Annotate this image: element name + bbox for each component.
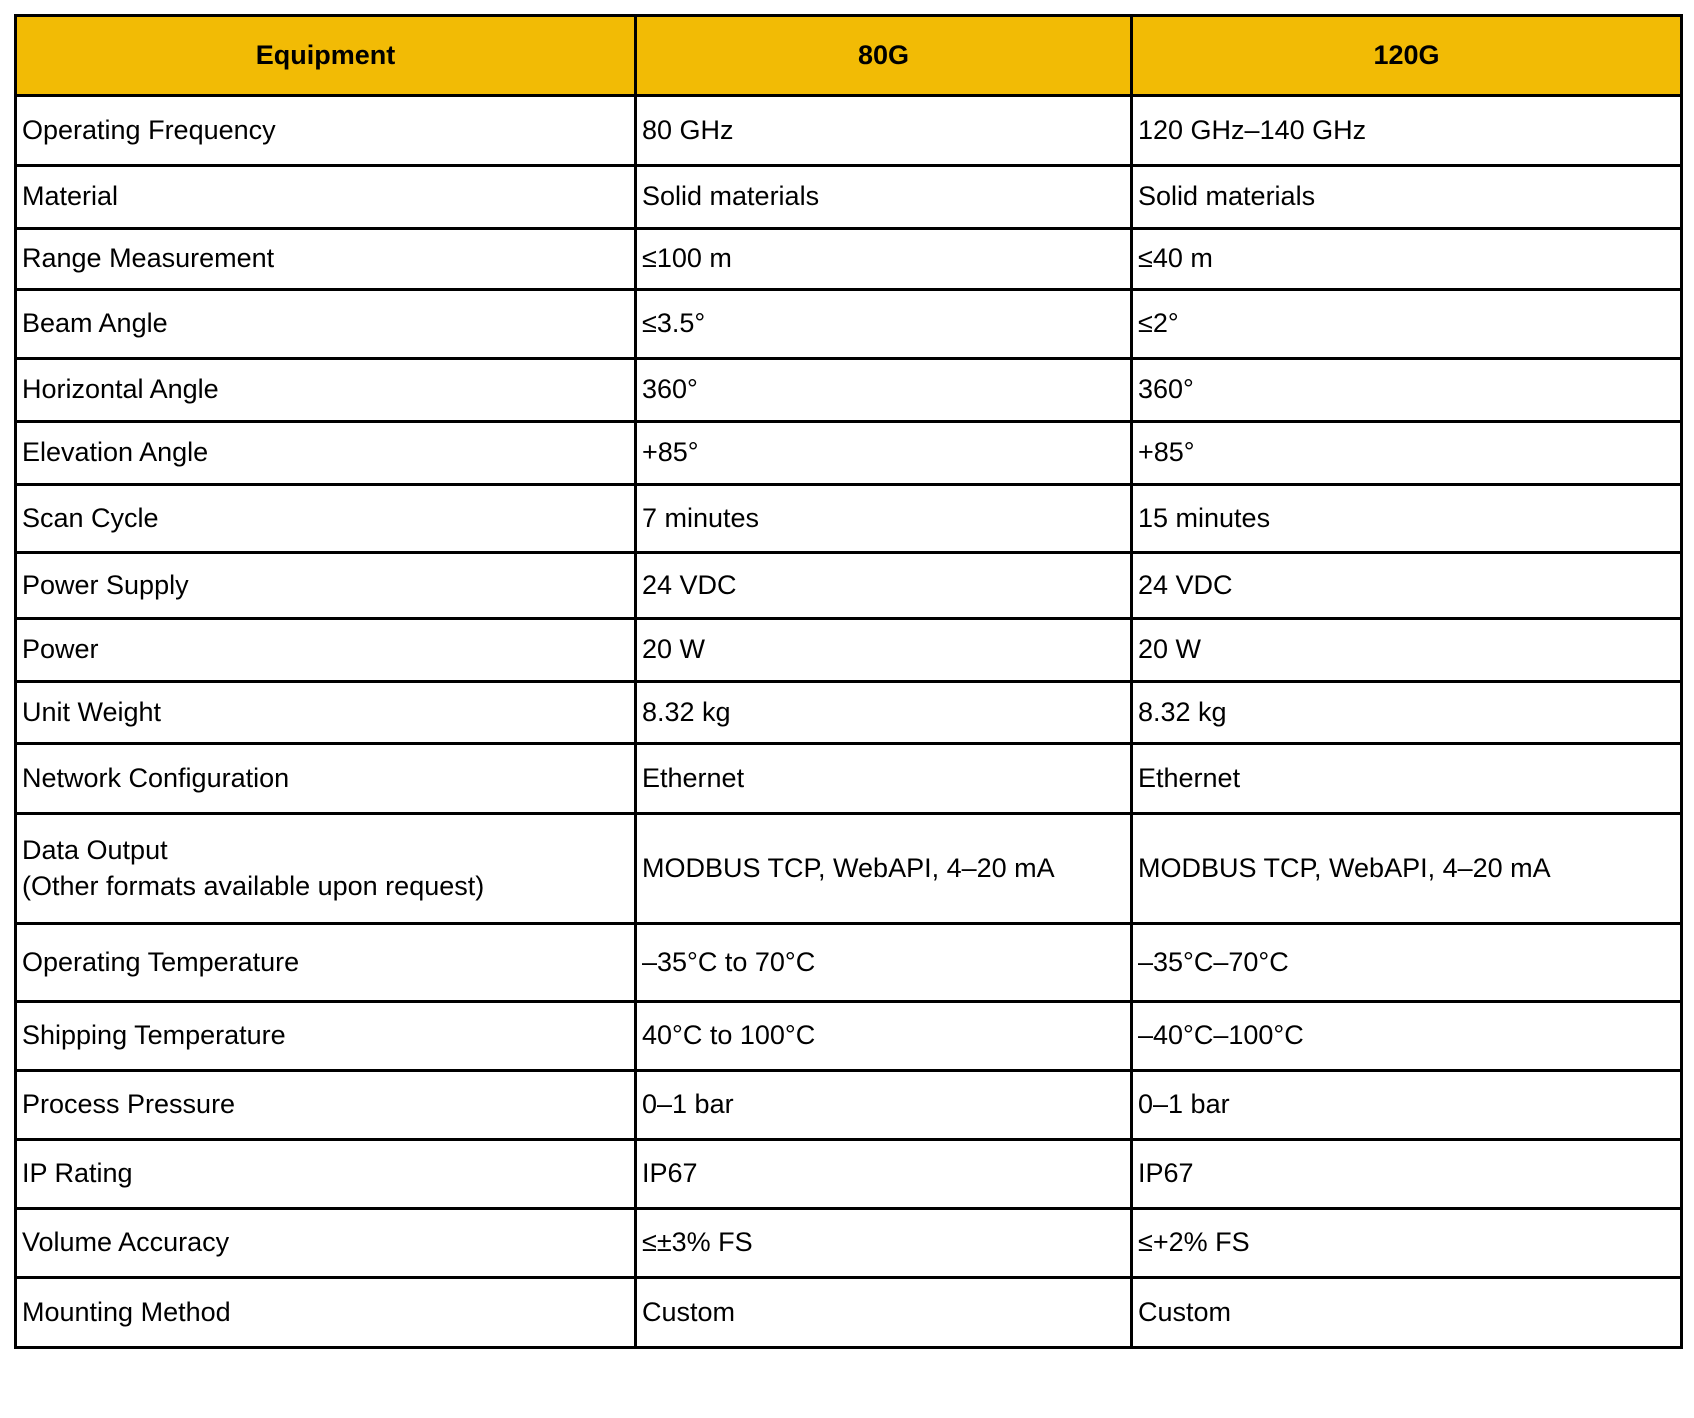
value-120g-cell: –35°C–70°C [1132, 924, 1682, 1002]
table-row [16, 290, 1682, 359]
value-120g-cell: ≤2° [1132, 290, 1682, 359]
spec-label: Beam Angle [22, 308, 168, 339]
spec-label: Volume Accuracy [22, 1227, 230, 1258]
spec-label-cell [16, 422, 636, 485]
value-120g-cell: +85° [1132, 422, 1682, 485]
spec-label: Material [22, 181, 119, 212]
spec-label: Power [22, 634, 99, 665]
table-body [16, 96, 1682, 1348]
spec-label: Operating Temperature [22, 946, 300, 977]
spec-label-cell [16, 1002, 636, 1071]
value-120g-cell: Custom [1132, 1278, 1682, 1348]
table-row [16, 1071, 1682, 1140]
spec-label-cell [16, 290, 636, 359]
spec-label-cell [16, 1278, 636, 1348]
table-row [16, 359, 1682, 422]
spec-label: Power Supply [22, 569, 189, 600]
value-80g-cell: Ethernet [636, 744, 1132, 814]
table-row [16, 485, 1682, 553]
spec-label: Data Output [22, 835, 168, 866]
spec-label-note: (Other formats available upon request) [22, 870, 485, 901]
header-80g: 80G [636, 16, 1132, 96]
table-row [16, 166, 1682, 229]
spec-label-cell [16, 229, 636, 290]
value-120g-cell: 24 VDC [1132, 553, 1682, 619]
value-80g-cell: IP67 [636, 1140, 1132, 1209]
table-row [16, 229, 1682, 290]
spec-label: Network Configuration [22, 762, 290, 793]
value-120g-cell: Ethernet [1132, 744, 1682, 814]
spec-label-cell [16, 1071, 636, 1140]
header-equipment: Equipment [16, 16, 636, 96]
header-row [16, 16, 1682, 96]
table-row [16, 619, 1682, 682]
value-120g-cell: 0–1 bar [1132, 1071, 1682, 1140]
spec-label-cell [16, 359, 636, 422]
value-80g-cell: 8.32 kg [636, 682, 1132, 744]
table-row [16, 924, 1682, 1002]
value-120g-cell: IP67 [1132, 1140, 1682, 1209]
value-80g-cell: 24 VDC [636, 553, 1132, 619]
spec-label: Unit Weight [22, 696, 162, 727]
value-80g-cell: ≤±3% FS [636, 1209, 1132, 1278]
specification-table [14, 14, 1683, 1349]
spec-label-cell [16, 485, 636, 553]
value-120g-cell: 360° [1132, 359, 1682, 422]
table-row [16, 1278, 1682, 1348]
value-120g-cell: 120 GHz–140 GHz [1132, 96, 1682, 166]
spec-label-cell [16, 166, 636, 229]
spec-label-cell [16, 1209, 636, 1278]
value-80g-cell: 0–1 bar [636, 1071, 1132, 1140]
spec-label: IP Rating [22, 1158, 133, 1189]
value-80g-cell: Solid materials [636, 166, 1132, 229]
value-80g-cell: 7 minutes [636, 485, 1132, 553]
value-120g-cell: 20 W [1132, 619, 1682, 682]
value-80g-cell: 360° [636, 359, 1132, 422]
spec-label-cell [16, 96, 636, 166]
spec-label: Range Measurement [22, 243, 275, 274]
table-row [16, 96, 1682, 166]
value-120g-cell: ≤40 m [1132, 229, 1682, 290]
spec-label: Mounting Method [22, 1296, 231, 1327]
spec-label: Scan Cycle [22, 502, 159, 533]
spec-label: Elevation Angle [22, 437, 209, 468]
value-120g-cell: ≤+2% FS [1132, 1209, 1682, 1278]
value-80g-cell: MODBUS TCP, WebAPI, 4–20 mA [636, 814, 1132, 924]
spec-label: Operating Frequency [22, 114, 276, 145]
spec-label: Process Pressure [22, 1089, 236, 1120]
spec-label: Horizontal Angle [22, 374, 219, 405]
table-row [16, 422, 1682, 485]
value-80g-cell: +85° [636, 422, 1132, 485]
spec-label-cell [16, 744, 636, 814]
table-row [16, 814, 1682, 924]
value-120g-cell: MODBUS TCP, WebAPI, 4–20 mA [1132, 814, 1682, 924]
value-80g-cell: 40°C to 100°C [636, 1002, 1132, 1071]
value-80g-cell: ≤3.5° [636, 290, 1132, 359]
header-120g: 120G [1132, 16, 1682, 96]
spec-label-cell [16, 924, 636, 1002]
table-row [16, 1140, 1682, 1209]
value-120g-cell: 8.32 kg [1132, 682, 1682, 744]
value-120g-cell: 15 minutes [1132, 485, 1682, 553]
value-80g-cell: Custom [636, 1278, 1132, 1348]
value-80g-cell: ≤100 m [636, 229, 1132, 290]
spec-label-cell [16, 682, 636, 744]
spec-label: Shipping Temperature [22, 1020, 286, 1051]
table-row [16, 682, 1682, 744]
spec-label-cell [16, 1140, 636, 1209]
value-120g-cell: Solid materials [1132, 166, 1682, 229]
spec-label-cell [16, 553, 636, 619]
value-120g-cell: –40°C–100°C [1132, 1002, 1682, 1071]
spec-label-cell [16, 814, 636, 924]
table-row [16, 1209, 1682, 1278]
value-80g-cell: 80 GHz [636, 96, 1132, 166]
spec-label-cell [16, 619, 636, 682]
value-80g-cell: –35°C to 70°C [636, 924, 1132, 1002]
table-row [16, 1002, 1682, 1071]
table-row [16, 744, 1682, 814]
table-row [16, 553, 1682, 619]
value-80g-cell: 20 W [636, 619, 1132, 682]
